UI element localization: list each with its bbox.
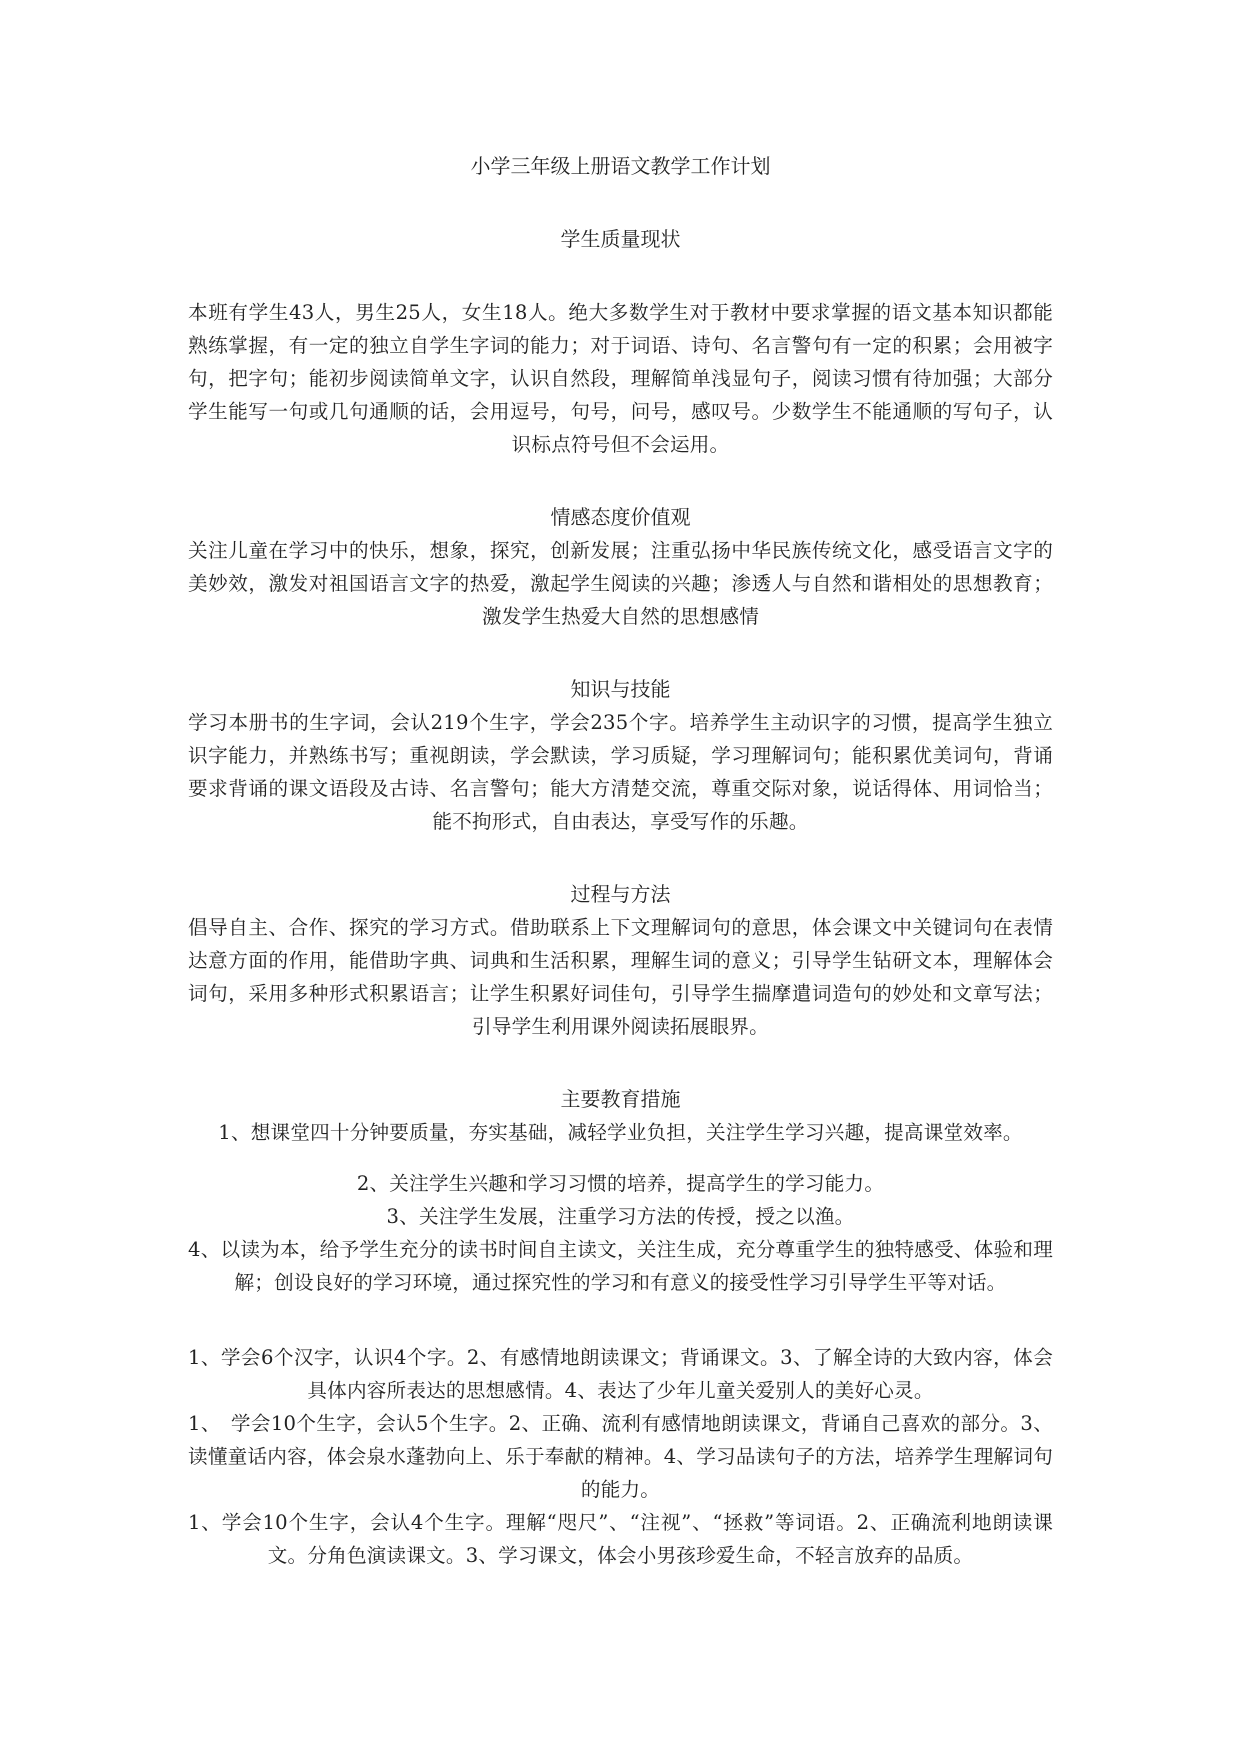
section-text-process: 倡导自主、合作、探究的学习方式。借助联系上下文理解词句的意思，体会课文中关键词句在表情达意方面的作用，能借助字典、词典和生活积累，理解生词的意义；引导学生钻研文本，理解体会词句，采用多种形式积累语言；让学生积累好词佳句，引导学生揣摩遣词造句的妙处和文章写法；引导学生利用课外阅读拓展眼界。 [188, 916, 1053, 1038]
section-heading-emotion: 情感态度价值观 [550, 505, 691, 529]
section-text-status: 本班有学生43人，男生25人，女生18人。绝大多数学生对于教材中要求掌握的语文基本知识都能熟练掌握，有一定的独立自学生字词的能力；对于词语、诗句、名言警句有一定的积累；会用被字句，把字句；能初步阅读简单文字，认识自然段，理解简单浅显句子，阅读习惯有待加强；大部分学生能写一句或几句通顺的话，会用逗号，句号，问号，感叹号。少数学生不能通顺的写句子，认识标点符号但不会运用。 [188, 301, 1053, 456]
lesson-goal-1: 1、学会6个汉字，认识4个字。2、有感情地朗读课文；背诵课文。3、了解全诗的大致内容，体会具体内容所表达的思想感情。4、表达了少年儿童关爱别人的美好心灵。 [188, 1346, 1053, 1402]
measure-item-2: 2、关注学生兴趣和学习习惯的培养，提高学生的学习能力。 [356, 1172, 885, 1195]
section-heading-measures: 主要教育措施 [560, 1087, 681, 1111]
section-text-emotion: 关注儿童在学习中的快乐，想象，探究，创新发展；注重弘扬中华民族传统文化，感受语言文字的美妙效，激发对祖国语言文字的热爱，激起学生阅读的兴趣；渗透人与自然和谐相处的思想教育；激发学生热爱大自然的思想感情 [188, 539, 1053, 628]
lesson-goal-2: 1、 学会10个生字，会认5个生字。2、正确、流利有感情地朗读课文，背诵自己喜欢的部分。3、读懂童话内容，体会泉水蓬勃向上、乐于奉献的精神。4、学习品读句子的方法，培养学生理解词句的能力。 [188, 1412, 1053, 1501]
section-text-knowledge: 学习本册书的生字词，会认219个生字，学会235个字。培养学生主动识字的习惯，提高学生独立识字能力，并熟练书写；重视朗读，学会默读，学习质疑，学习理解词句；能积累优美词句，背诵要求背诵的课文语段及古诗、名言警句；能大方清楚交流，尊重交际对象，说话得体、用词恰当；能不拘形式，自由表达，享受写作的乐趣。 [188, 711, 1053, 833]
measure-item-1: 1、想课堂四十分钟要质量，夯实基础，减轻学业负担，关注学生学习兴趣，提高课堂效率。 [218, 1121, 1023, 1144]
section-heading-process: 过程与方法 [570, 882, 671, 906]
document-title: 小学三年级上册语文教学工作计划 [470, 154, 771, 178]
lesson-goal-3: 1、学会10个生字，会认4个生字。理解“咫尺”、“注视”、“拯救”等词语。2、正确流利地朗读课文。分角色演读课文。3、学习课文，体会小男孩珍爱生命，不轻言放弃的品质。 [188, 1511, 1053, 1567]
section-heading-knowledge: 知识与技能 [570, 677, 671, 701]
measure-item-3: 3、关注学生发展，注重学习方法的传授，授之以渔。 [386, 1205, 855, 1228]
measure-item-4: 4、以读为本，给予学生充分的读书时间自主读文，关注生成，充分尊重学生的独特感受、体验和理解；创设良好的学习环境，通过探究性的学习和有意义的接受性学习引导学生平等对话。 [188, 1238, 1053, 1294]
document-page [188, 150, 1053, 1572]
section-heading-status: 学生质量现状 [560, 227, 681, 251]
